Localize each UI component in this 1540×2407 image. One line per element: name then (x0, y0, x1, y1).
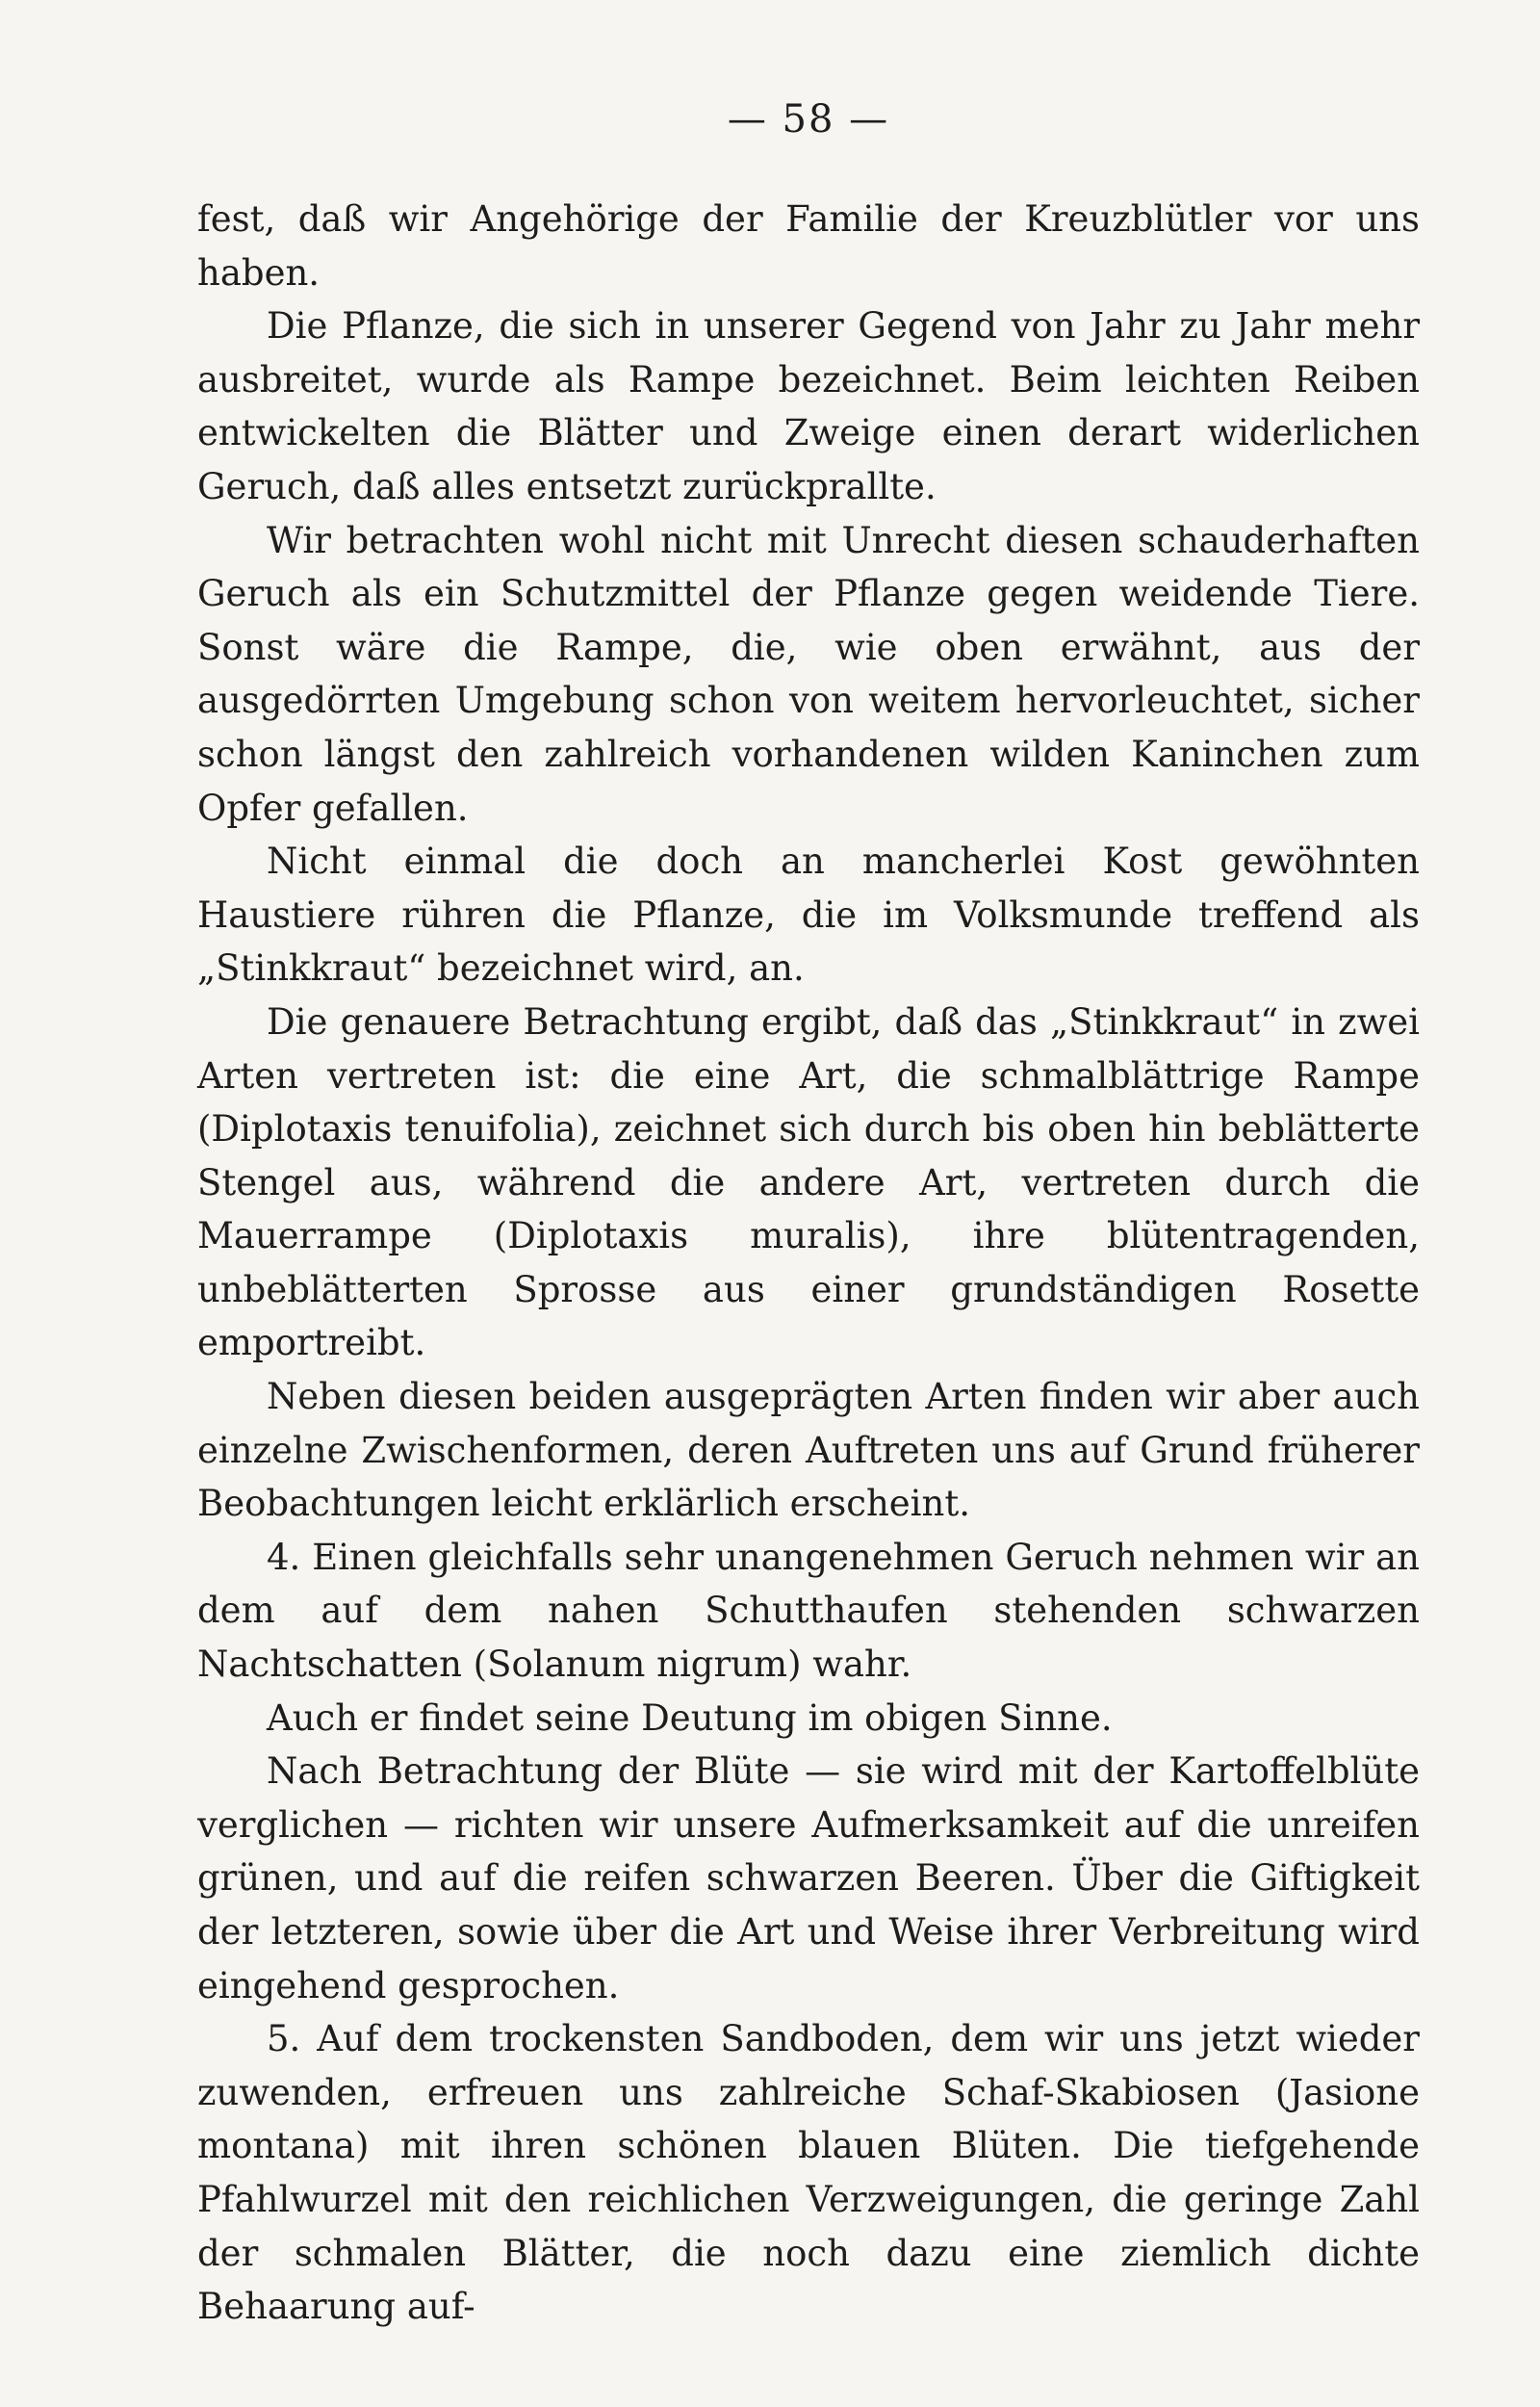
paragraph-skabiosen: 5. Auf dem trockensten Sandboden, dem wir uns jetzt wieder zuwenden, erfreuen uns zahlreiche Schaf-Skabiosen (Jasione montana) mit ihren schönen blauen Blüten. Die tiefgehende Pfahlwurzel mit den reichlichen Verzweigungen, die geringe Zahl der schmalen Blätter, die noch dazu eine ziemlich dichte Behaarung auf- (197, 2018, 1420, 2328)
paragraph-deutung: Auch er findet seine Deutung im obigen Sinne. (267, 1696, 1113, 1739)
paragraph-zwei-arten: Die genauere Betrachtung ergibt, daß das „Stinkkraut“ in zwei Arten vertreten ist: die eine Art, die schmalblättrige Rampe (Diplotaxis tenuifolia), zeichnet sich durch bis oben hin beblätterte Stengel aus, während die andere Art, vertreten durch die Mauerrampe (Diplotaxis muralis), ihre blütentragenden, unbeblätterten Sprosse aus einer grundständigen Rosette emportreibt. (197, 1000, 1420, 1364)
paragraph-haustiere: Nicht einmal die doch an mancherlei Kost gewöhnten Haustiere rühren die Pflanze, die im Volksmunde treffend als „Stinkkraut“ bezeichnet wird, an. (197, 841, 1420, 990)
paragraph-nachtschatten: 4. Einen gleichfalls sehr unangenehmen Geruch nehmen wir an dem auf dem nahen Schutthaufen stehenden schwarzen Nachtschatten (Solanum nigrum) wahr. (197, 1536, 1420, 1686)
paragraph-rampe-intro: Die Pflanze, die sich in unserer Gegend von Jahr zu Jahr mehr ausbreitet, wurde als Rampe bezeichnet. Beim leichten Reiben entwickelten die Blätter und Zweige einen derart widerlichen Geruch, daß alles entsetzt zurückprallte. (197, 305, 1420, 507)
body-text (197, 193, 1420, 2334)
book-page (197, 96, 1420, 2349)
paragraph-bluete-beeren: Nach Betrachtung der Blüte — sie wird mit der Kartoffelblüte verglichen — richten wir unsere Aufmerksamkeit auf die unreifen grünen, und auf die reifen schwarzen Beeren. Über die Giftigkeit der letzteren, sowie über die Art und Weise ihrer Verbreitung wird eingehend gesprochen. (197, 1750, 1420, 2006)
paragraph-schutzmittel: Wir betrachten wohl nicht mit Unrecht diesen schauderhaften Geruch als ein Schutzmittel der Pflanze gegen weidende Tiere. Sonst wäre die Rampe, die, wie oben erwähnt, aus der ausgedörrten Umgebung schon von weitem hervorleuchtet, sicher schon längst den zahlreich vorhandenen wilden Kaninchen zum Opfer gefallen. (197, 519, 1420, 829)
paragraph-continuation: fest, daß wir Angehörige der Familie der Kreuzblütler vor uns haben. (197, 198, 1420, 294)
paragraph-zwischenformen: Neben diesen beiden ausgeprägten Arten finden wir aber auch einzelne Zwischenformen, deren Auftreten uns auf Grund früherer Beobachtungen leicht erklärlich erscheint. (197, 1376, 1420, 1525)
page-number: — 58 — (727, 97, 890, 142)
